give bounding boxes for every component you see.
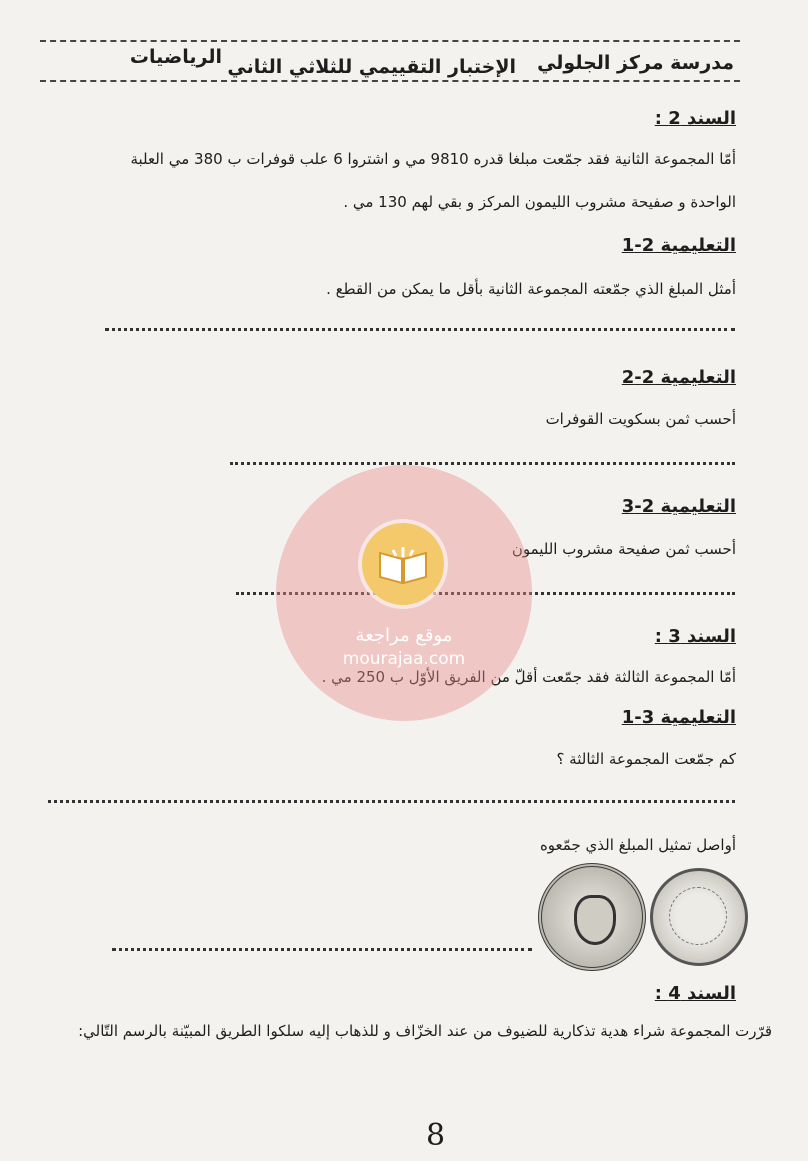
watermark-url: mourajaa.com: [342, 649, 466, 669]
sanad-3-text: أمّا المجموعة الثالثة فقد جمّعت أقلّ من الفريق الأوّل ب 250 مي .: [321, 668, 736, 686]
sanad-4-title: السند 4 :: [654, 983, 736, 1004]
task-3-1-title: التعليمية 3-1: [621, 707, 736, 728]
sanad-2-line-2: الواحدة و صفيحة مشروب الليمون المركز و بقي لهم 130 مي .: [343, 193, 736, 211]
sanad-2-title: السند 2 :: [654, 108, 736, 129]
answer-line: [48, 800, 735, 803]
task-2-2-text: أحسب ثمن بسكويت القوفرات: [545, 410, 736, 428]
watermark-badge: [276, 465, 532, 721]
task-3-1-followup: أواصل تمثيل المبلغ الذي جمّعوه: [539, 836, 736, 854]
official-seal: [538, 863, 646, 971]
sanad-3-title: السند 3 :: [654, 626, 736, 647]
header-bottom-rule: [40, 80, 740, 82]
task-3-1-question: كم جمّعت المجموعة الثالثة ؟: [556, 750, 736, 768]
answer-line: [105, 328, 735, 331]
answer-line: [112, 948, 532, 951]
header-top-rule: [40, 40, 740, 42]
task-2-3-title: التعليمية 2-3: [621, 496, 736, 517]
watermark-arabic: موقع مراجعة: [355, 625, 453, 646]
task-2-1-title: التعليمية 2-1: [621, 235, 736, 256]
page-number: 8: [426, 1118, 446, 1153]
task-2-1-text: أمثل المبلغ الذي جمّعته المجموعة الثانية بأقل ما يمكن من القطع .: [326, 280, 736, 298]
open-book-icon: [362, 523, 444, 605]
task-2-3-text: أحسب ثمن صفيحة مشروب الليمون: [511, 540, 736, 558]
exam-title: الإختبار التقييمي للثلاثي الثاني: [227, 56, 516, 78]
answer-line: [230, 462, 735, 465]
task-2-2-title: التعليمية 2-2: [621, 367, 736, 388]
school-stamp: [650, 868, 748, 966]
school-name: مدرسة مركز الجلولي: [537, 52, 734, 74]
sanad-2-line-1: أمّا المجموعة الثانية فقد جمّعت مبلغا قدره 9810 مي و اشتروا 6 علب قوفرات ب 380 مي العلبة: [130, 150, 736, 168]
sanad-4-text: قرّرت المجموعة شراء هدية تذكارية للضيوف من عند الخزّاف و للذهاب إليه سلكوا الطريق المبيّنة بالرسم التّالي:: [78, 1022, 772, 1040]
subject-label: الرياضيات: [129, 46, 222, 68]
